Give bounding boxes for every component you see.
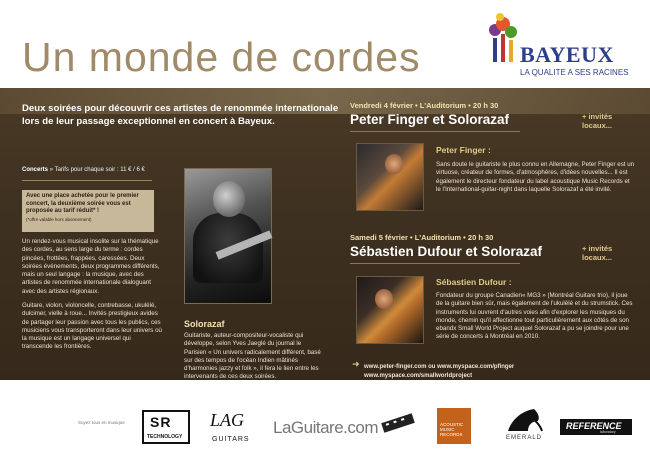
acoustic-music-records-logo [437, 408, 471, 444]
page-title: Un monde de cordes [22, 34, 421, 80]
link-small-world-project[interactable]: www.myspace.com/smallworldproject [364, 372, 473, 379]
event-1-date: Vendredi 4 février • L'Auditorium • 20 h 30 [350, 101, 499, 110]
event-1-title: Peter Finger et Solorazaf [350, 112, 510, 127]
intro-text: Deux soirées pour découvrir ces artistes de renommée internationale lors de leur passage exceptionnel en concert à Bayeux. [22, 103, 339, 127]
logo-name: BAYEUX [520, 42, 614, 67]
emerald-logo-text: EMERALD [506, 435, 543, 441]
reference-laboratory-logo [560, 419, 632, 435]
event-1-invites: + invités locaux... [582, 112, 613, 130]
divider [22, 180, 152, 181]
reference-logo-text: REFERENCE [566, 421, 622, 431]
link-peter-finger[interactable]: www.peter-finger.com ou www.myspace.com/pfinger [364, 364, 515, 370]
sr-logo-mark: SR [150, 414, 172, 430]
price-line [22, 167, 145, 173]
lag-guitars-logo [196, 410, 260, 446]
artist-name-peter-finger: Peter Finger : [436, 145, 491, 155]
solorazaf-photo [184, 168, 272, 304]
artist-bio-sebastien-dufour: Fondateur du groupe Canadien« MG3 » (Montréal Guitare trio), il joue de la guitare bien sûr, mais également de l'ukulélé et du strumstick. Ces instruments lui ouvrent d'autres voies afin d'explorer les musiques du monde, chemin qu'il affectionne tout particulièrement aux côtés de son ebandx Small World Project auquel Solorazaf a pu se joindre pour une série de concerts à Montréal en 2010. [436, 292, 633, 341]
artist-name-sebastien-dufour: Sébastien Dufour : [436, 277, 512, 287]
artist-bio-peter-finger: Sans doute le guitariste le plus connu en Allemagne, Peter Finger est un virtuose, créateur de formes, d'atmosphères, d'idées nouvelles... Il est également le directeur fondateur du label acoustique Music Records et le l'International-guitar-night dans laquelle Solorazaf a été invité. [436, 161, 635, 193]
horse-icon [498, 405, 552, 435]
event-1-underline [350, 131, 520, 132]
lag-logo-mark: LAG [210, 410, 245, 430]
event-2-date: Samedi 5 février • L'Auditorium • 20 h 30 [350, 233, 494, 242]
logo-tagline: LA QUALITE A SES RACINES [520, 68, 629, 77]
artist-name-solorazaf: Solorazaf [184, 319, 225, 329]
photo-head-shape [375, 289, 393, 309]
tree-icon [489, 13, 517, 62]
offer-text: Avec une place achetée pour le premier concert, la deuxième soirée vous est proposée au tarif réduit* ! [26, 193, 139, 214]
price-label: Concerts [22, 167, 49, 173]
offer-box [22, 190, 154, 232]
acoustic-logo-text: ACOUSTIC MUSIC RECORDS [440, 422, 464, 437]
sebastien-dufour-photo [356, 276, 424, 344]
event-2-title: Sébastien Dufour et Solorazaf [350, 244, 543, 259]
offer-note: (*offre valable hors abonnement) [26, 216, 92, 222]
lag-logo-text: GUITARS [212, 436, 250, 443]
paragraph-1: Un rendez-vous musical insolite sur la thématique des cordes, au sens large du terme : cordes pincées, frottées, frappées, caressées. Deux soirées événements, deux programmes différents, mais un seul langage : la musique, avec des artistes de renommée internationale dialoguant avec des artistes régionaux. [22, 238, 160, 295]
film-strip-icon [380, 408, 416, 436]
photo-face-shape [213, 181, 245, 217]
paragraph-2: Guitare, violon, violoncelle, contrebasse, ukulélé, dulcimer, vielle à roue... Invités prestigieux avides de partager leur passion avec tous les publics, ces musiciens vous transporteront dans leur univers où la musique est un langage universel qui transcende les frontières. [22, 302, 162, 351]
sponsor-label: Soyez tous en musique [78, 420, 125, 425]
photo-head-shape [385, 154, 403, 174]
price-text: » Tarifs pour chaque soir : 11 € / 6 € [49, 167, 145, 173]
laguitare-logo: LaGuitare.com [273, 418, 378, 437]
event-2-underline [350, 263, 520, 264]
sr-technology-logo [142, 410, 190, 444]
links-arrow-icon: ➜ [352, 360, 360, 370]
event-2-invites: + invités locaux... [582, 244, 613, 262]
artist-bio-solorazaf: Guitariste, auteur-compositeur-vocaliste qui développe, selon Yves Jaeglé du journal le Parisien « Un univers radicalement différent, basé sur des tempos de l'océan Indien mâtinés d'harmonies jazzy et folk », il fera le lien entre les intervenants de ces deux soirées. [184, 332, 321, 381]
sr-logo-text: TECHNOLOGY [147, 434, 183, 440]
emerald-logo [498, 405, 552, 445]
peter-finger-photo [356, 143, 424, 211]
reference-logo-subtext: laboratory [600, 430, 616, 434]
